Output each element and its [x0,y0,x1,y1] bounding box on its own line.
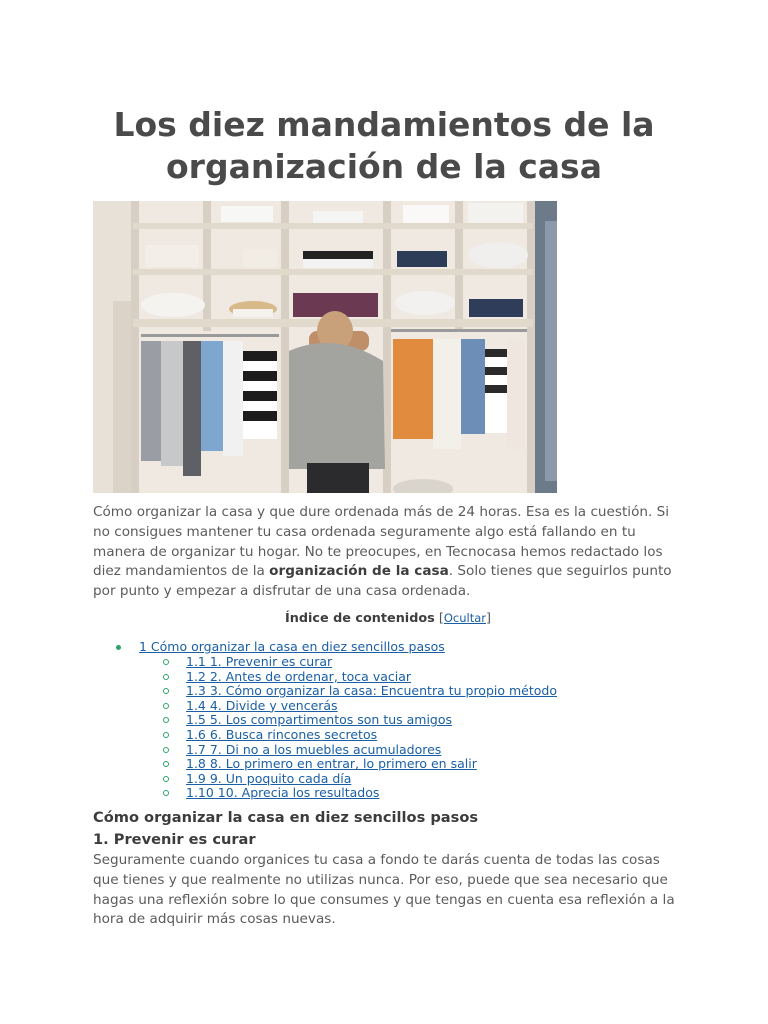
intro-text-1: Cómo organizar la casa y que dure ordenada más de 24 horas. Esa es la cuestión. Si no consigues mantener tu casa ordenada seguramente algo está fallando en tu manera de organizar tu hogar. No te preocupes, en Tecnocasa hemos redactado los diez mandamientos de la [93,504,670,580]
toc-item [93,728,683,743]
toc-link-1-7[interactable]: 1.7 7. Di no a los muebles acumuladores [186,741,442,757]
toc-item [93,757,683,772]
toc-header [93,611,683,626]
wardrobe-illustration [93,201,557,493]
intro-paragraph [93,503,683,602]
toc-item [93,684,683,699]
toc-item [93,639,683,655]
toc-item [93,743,683,758]
toc-item [93,713,683,728]
toc-link-1-3[interactable]: 1.3 3. Cómo organizar la casa: Encuentra tu propio método [186,683,557,699]
toc-hide-link[interactable]: Ocultar [443,611,487,625]
toc-link-1-1[interactable]: 1.1 1. Prevenir es curar [186,654,333,669]
article-title: Los diez mandamientos de la organización de la casa [113,105,655,186]
toc-link-1-10[interactable]: 1.10 10. Aprecia los resultados [186,785,380,801]
table-of-contents [93,639,683,801]
toc-link-1[interactable]: 1 Cómo organizar la casa en diez sencillos pasos [139,639,445,654]
hero-image-wardrobe [93,201,557,493]
toc-item [93,655,683,670]
toc-toggle-bracket-open: [ [438,611,444,626]
toc-toggle-bracket-close: ] [486,611,492,626]
section-subheading: 1. Prevenir es curar [93,831,256,848]
section-paragraph: Seguramente cuando organices tu casa a fondo te darás cuenta de todas las cosas que tienes y que realmente no utilizas nunca. Por eso, puede que sea necesario que hagas una reflexión sobre lo que consumes y que tengas en cuenta esa reflexión a la hora de adquirir más cosas nuevas. [93,852,675,928]
toc-item [93,786,683,801]
toc-link-1-6[interactable]: 1.6 6. Busca rincones secretos [186,726,378,742]
toc-link-1-8[interactable]: 1.8 8. Lo primero en entrar, lo primero en salir [186,756,477,772]
toc-link-1-4[interactable]: 1.4 4. Divide y vencerás [186,697,338,713]
toc-link-1-9[interactable]: 1.9 9. Un poquito cada día [186,770,352,786]
intro-text-2: . Solo tienes que seguirlos punto por punto y empezar a disfrutar de una casa ordenada. [93,563,672,600]
toc-item [93,772,683,787]
toc-item [93,699,683,714]
intro-bold-text: organización de la casa [269,563,449,580]
toc-item [93,670,683,685]
toc-link-1-2[interactable]: 1.2 2. Antes de ordenar, toca vaciar [186,668,412,684]
section-heading: Cómo organizar la casa en diez sencillos pasos [93,809,479,826]
toc-title: Índice de contenidos [284,611,435,626]
toc-link-1-5[interactable]: 1.5 5. Los compartimentos son tus amigos [186,712,453,728]
